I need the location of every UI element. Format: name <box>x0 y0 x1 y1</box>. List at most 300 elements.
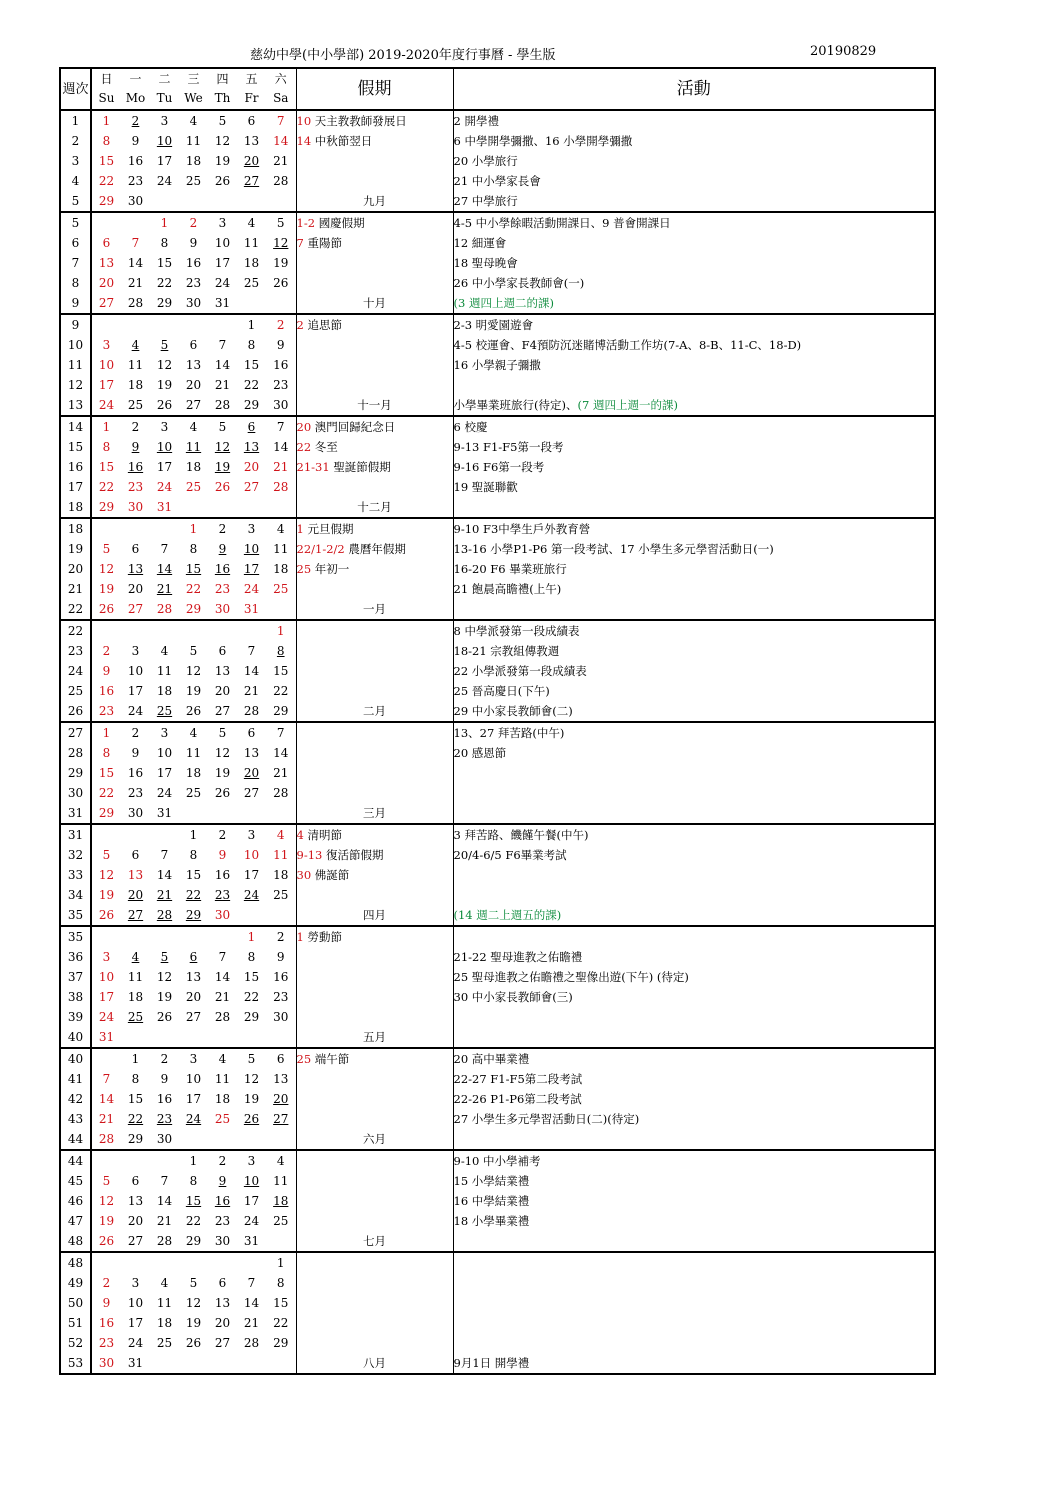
day-cell: 19 <box>98 1213 115 1228</box>
day-cell: 4 <box>189 419 198 434</box>
day-cell: 12 <box>214 439 231 454</box>
week-row <box>60 253 935 273</box>
week-number: 53 <box>60 1353 91 1374</box>
holidays-header: 假期 <box>296 68 453 110</box>
day-cell: 3 <box>160 419 169 434</box>
day-cell: 7 <box>218 337 227 352</box>
day-cell: 15 <box>98 459 115 474</box>
day-cell: 13 <box>127 1193 144 1208</box>
day-cell: 20 <box>243 459 260 474</box>
day-cell: 18 <box>273 1193 289 1208</box>
activity-text: 26 中小學家長教師會(一) <box>453 275 585 290</box>
holiday-cell <box>296 131 453 151</box>
week-number: 33 <box>60 865 91 885</box>
holiday-cell <box>296 1171 453 1191</box>
holiday-cell <box>296 457 453 477</box>
day-cell: 4 <box>131 337 140 352</box>
week-number: 28 <box>60 743 91 763</box>
holiday-cell <box>296 151 453 171</box>
activity-cell <box>453 1333 935 1353</box>
day-cell: 16 <box>156 1091 173 1106</box>
activity-cell <box>453 783 935 803</box>
day-cell: 24 <box>127 703 144 718</box>
day-cell: 26 <box>185 1335 202 1350</box>
activity-text: 9月1日 開學禮 <box>453 1355 530 1370</box>
week-header: 週次 <box>60 68 91 110</box>
week-number: 51 <box>60 1313 91 1333</box>
day-cell: 28 <box>214 1009 231 1024</box>
week-row <box>60 233 935 253</box>
day-cell: 7 <box>276 419 285 434</box>
activity-text: 29 中小家長教師會(二) <box>453 703 573 718</box>
holiday-cell <box>296 559 453 579</box>
day-cell: 24 <box>243 581 260 596</box>
month-label: 七月 <box>363 1233 386 1248</box>
holiday-cell <box>296 497 453 518</box>
day-cell: 11 <box>185 133 202 148</box>
day-cell: 25 <box>185 173 202 188</box>
holiday-cell <box>296 620 453 641</box>
week-row <box>60 559 935 579</box>
week-number: 21 <box>60 579 91 599</box>
activity-text: 22-27 F1-F5第二段考試 <box>453 1071 583 1086</box>
activity-cell <box>453 110 935 131</box>
holiday-name: 勞動節 <box>307 929 342 944</box>
holiday-cell <box>296 375 453 395</box>
day-cell: 30 <box>156 1131 173 1146</box>
week-row <box>60 701 935 722</box>
activity-cell <box>453 212 935 233</box>
week-number: 30 <box>60 783 91 803</box>
day-cell: 1 <box>131 1051 140 1066</box>
day-cell: 8 <box>276 643 285 658</box>
day-cell: 5 <box>189 643 198 658</box>
day-cell: 24 <box>98 397 115 412</box>
day-cell: 6 <box>189 949 198 964</box>
week-number: 24 <box>60 661 91 681</box>
holiday-date: 14 <box>296 133 312 148</box>
week-row <box>60 293 935 314</box>
week-row <box>60 620 935 641</box>
day-cell: 1 <box>102 725 111 740</box>
day-cell: 28 <box>273 173 289 188</box>
day-cell: 19 <box>156 989 173 1004</box>
day-cell: 9 <box>102 1295 111 1310</box>
holiday-cell <box>296 1007 453 1027</box>
day-cell: 25 <box>273 1213 289 1228</box>
day-cell: 31 <box>98 1029 115 1044</box>
holiday-cell <box>296 110 453 131</box>
holiday-name: 佛誕節 <box>314 867 350 882</box>
month-label: 三月 <box>363 805 386 820</box>
week-number: 1 <box>60 110 91 131</box>
day-cell: 28 <box>127 295 144 310</box>
day-cell: 31 <box>127 1355 144 1370</box>
holiday-name: 復活節假期 <box>326 847 384 862</box>
week-number: 20 <box>60 559 91 579</box>
activity-cell <box>453 599 935 620</box>
holiday-cell <box>296 518 453 539</box>
week-row <box>60 395 935 416</box>
activity-cell <box>453 926 935 947</box>
holiday-cell <box>296 314 453 335</box>
day-cell: 10 <box>98 969 115 984</box>
activity-cell <box>453 641 935 661</box>
week-row <box>60 824 935 845</box>
holiday-cell <box>296 1353 453 1374</box>
day-cell: 22 <box>185 887 202 902</box>
day-cell: 30 <box>273 1009 289 1024</box>
activity-text: 4-5 中小學餘暇活動開課日、9 普會開課日 <box>453 215 671 230</box>
holiday-cell <box>296 661 453 681</box>
day-cell: 28 <box>273 479 289 494</box>
day-cell: 2 <box>276 317 285 332</box>
holiday-date: 2 <box>296 317 304 332</box>
day-cell: 28 <box>243 1335 260 1350</box>
day-cell: 21 <box>127 275 144 290</box>
activity-text: 2-3 明愛園遊會 <box>453 317 534 332</box>
holiday-cell <box>296 701 453 722</box>
activity-cell <box>453 1273 935 1293</box>
day-cell: 28 <box>156 601 173 616</box>
activity-cell <box>453 1129 935 1150</box>
day-cell: 23 <box>214 581 231 596</box>
day-cell: 25 <box>156 1335 173 1350</box>
day-cell: 10 <box>98 357 115 372</box>
day-header: 三 We <box>179 68 208 110</box>
day-cell: 5 <box>102 541 111 556</box>
activity-text: 15 小學結業禮 <box>453 1173 530 1188</box>
day-cell: 23 <box>185 275 202 290</box>
activity-text: (14 週二上週五的課) <box>453 907 562 922</box>
day-cell: 30 <box>127 193 144 208</box>
week-number: 23 <box>60 641 91 661</box>
day-cell: 4 <box>247 215 256 230</box>
day-cell: 18 <box>127 377 144 392</box>
day-cell: 20 <box>273 1091 289 1106</box>
day-cell: 21 <box>156 581 173 596</box>
day-cell: 7 <box>160 1173 169 1188</box>
holiday-name: 國慶假期 <box>318 215 365 230</box>
day-cell: 2 <box>160 1051 169 1066</box>
day-cell: 2 <box>131 419 140 434</box>
week-number: 36 <box>60 947 91 967</box>
activity-text: 21-22 聖母進教之佑瞻禮 <box>453 949 583 964</box>
day-cell: 8 <box>247 949 256 964</box>
activity-cell <box>453 477 935 497</box>
day-cell: 4 <box>276 827 285 842</box>
holiday-cell <box>296 1313 453 1333</box>
day-cell: 17 <box>156 765 173 780</box>
day-cell: 20 <box>98 275 115 290</box>
day-cell: 20 <box>127 887 144 902</box>
holiday-cell <box>296 335 453 355</box>
activity-cell <box>453 1211 935 1231</box>
day-cell: 6 <box>247 419 256 434</box>
day-cell: 1 <box>276 1255 285 1270</box>
holiday-cell <box>296 171 453 191</box>
day-cell: 11 <box>156 1295 173 1310</box>
day-cell: 22 <box>98 479 115 494</box>
week-row <box>60 885 935 905</box>
day-cell: 27 <box>127 907 144 922</box>
day-cell: 24 <box>156 785 173 800</box>
activity-text: 8 中學派發第一段成績表 <box>453 623 580 638</box>
day-cell: 27 <box>243 479 260 494</box>
holiday-cell <box>296 1252 453 1273</box>
week-row <box>60 967 935 987</box>
month-label: 六月 <box>363 1131 386 1146</box>
holiday-cell <box>296 395 453 416</box>
holiday-cell <box>296 1293 453 1313</box>
day-cell: 11 <box>185 745 202 760</box>
day-cell: 21 <box>214 989 231 1004</box>
day-cell: 29 <box>273 1335 289 1350</box>
day-cell: 12 <box>243 1071 260 1086</box>
day-cell: 22 <box>156 275 173 290</box>
day-cell: 29 <box>185 1233 202 1248</box>
day-cell: 28 <box>156 907 173 922</box>
day-cell: 6 <box>276 1051 285 1066</box>
month-label: 十一月 <box>357 397 392 412</box>
day-cell: 17 <box>243 867 260 882</box>
week-number: 31 <box>60 824 91 845</box>
holiday-cell <box>296 763 453 783</box>
day-cell: 31 <box>243 1233 260 1248</box>
day-cell: 5 <box>189 1275 198 1290</box>
week-row <box>60 661 935 681</box>
day-cell: 14 <box>156 1193 173 1208</box>
activity-text: 27 小學生多元學習活動日(二)(待定) <box>453 1111 640 1126</box>
day-cell: 25 <box>273 581 289 596</box>
week-number: 52 <box>60 1333 91 1353</box>
day-cell: 2 <box>218 827 227 842</box>
week-row <box>60 335 935 355</box>
day-cell: 6 <box>247 725 256 740</box>
version-code: 20190829 <box>810 44 877 59</box>
week-row <box>60 579 935 599</box>
week-row <box>60 1129 935 1150</box>
day-cell: 1 <box>189 521 198 536</box>
activity-cell <box>453 1293 935 1313</box>
day-cell: 24 <box>127 1335 144 1350</box>
day-cell: 23 <box>273 989 289 1004</box>
day-cell: 27 <box>127 1233 144 1248</box>
day-cell: 8 <box>189 847 198 862</box>
day-cell: 14 <box>98 1091 115 1106</box>
holiday-cell <box>296 845 453 865</box>
month-label: 八月 <box>363 1355 386 1370</box>
day-cell: 17 <box>243 561 260 576</box>
day-cell: 10 <box>214 235 231 250</box>
day-cell: 4 <box>218 1051 227 1066</box>
holiday-cell <box>296 191 453 212</box>
activity-text: 20 高中畢業禮 <box>453 1051 530 1066</box>
day-cell: 2 <box>102 1275 111 1290</box>
holiday-cell <box>296 579 453 599</box>
holiday-cell <box>296 416 453 437</box>
holiday-cell <box>296 1027 453 1048</box>
week-number: 31 <box>60 803 91 824</box>
day-cell: 26 <box>214 479 231 494</box>
week-number: 5 <box>60 212 91 233</box>
week-number: 34 <box>60 885 91 905</box>
week-number: 37 <box>60 967 91 987</box>
week-number: 15 <box>60 437 91 457</box>
activity-text: 30 中小家長教師會(三) <box>453 989 573 1004</box>
day-cell: 4 <box>160 1275 169 1290</box>
activity-text: 25 聖母進教之佑瞻禮之聖像出遊(下午) (待定) <box>453 969 689 984</box>
week-row <box>60 845 935 865</box>
activity-cell <box>453 722 935 743</box>
week-number: 17 <box>60 477 91 497</box>
week-row <box>60 1353 935 1374</box>
day-cell: 20 <box>127 1213 144 1228</box>
week-number: 3 <box>60 151 91 171</box>
day-cell: 5 <box>160 949 169 964</box>
holiday-date: 25 <box>296 561 312 576</box>
day-cell: 22 <box>273 1315 289 1330</box>
school-calendar-table <box>59 67 936 1375</box>
activities-header: 活動 <box>453 68 935 110</box>
week-number: 18 <box>60 497 91 518</box>
day-cell: 23 <box>156 1111 173 1126</box>
day-cell: 27 <box>185 1009 202 1024</box>
activity-cell <box>453 375 935 395</box>
day-cell: 15 <box>98 765 115 780</box>
day-cell: 26 <box>185 703 202 718</box>
day-cell: 27 <box>214 703 231 718</box>
activity-cell <box>453 518 935 539</box>
day-cell: 23 <box>127 173 144 188</box>
day-cell: 8 <box>276 1275 285 1290</box>
day-cell: 24 <box>185 1111 202 1126</box>
day-cell: 19 <box>273 255 289 270</box>
day-cell: 26 <box>214 173 231 188</box>
week-row <box>60 1048 935 1069</box>
day-cell: 22 <box>98 173 115 188</box>
day-cell: 18 <box>185 153 202 168</box>
activity-cell <box>453 763 935 783</box>
day-cell: 14 <box>273 133 289 148</box>
holiday-cell <box>296 722 453 743</box>
holiday-name: 冬至 <box>314 439 338 454</box>
day-cell: 11 <box>156 663 173 678</box>
day-cell: 31 <box>156 805 173 820</box>
holiday-cell <box>296 1231 453 1252</box>
day-cell: 2 <box>218 521 227 536</box>
week-row <box>60 783 935 803</box>
day-cell: 16 <box>273 969 289 984</box>
day-cell: 10 <box>156 745 173 760</box>
day-cell: 24 <box>214 275 231 290</box>
day-cell: 30 <box>214 1233 231 1248</box>
day-cell: 19 <box>243 1091 260 1106</box>
day-cell: 6 <box>218 1275 227 1290</box>
holiday-cell <box>296 1069 453 1089</box>
activity-cell <box>453 253 935 273</box>
holiday-cell <box>296 1089 453 1109</box>
holiday-cell <box>296 641 453 661</box>
day-cell: 12 <box>185 1295 202 1310</box>
holiday-cell <box>296 1109 453 1129</box>
day-cell: 14 <box>273 745 289 760</box>
day-cell: 19 <box>185 683 202 698</box>
activity-cell <box>453 579 935 599</box>
day-cell: 14 <box>156 561 173 576</box>
month-label: 九月 <box>363 193 386 208</box>
day-cell: 12 <box>214 745 231 760</box>
holiday-cell <box>296 1211 453 1231</box>
day-cell: 10 <box>185 1071 202 1086</box>
holiday-cell <box>296 233 453 253</box>
day-cell: 26 <box>98 907 115 922</box>
week-row <box>60 1231 935 1252</box>
holiday-cell <box>296 885 453 905</box>
day-cell: 13 <box>214 663 231 678</box>
day-header: 二 Tu <box>150 68 179 110</box>
day-cell: 15 <box>156 255 173 270</box>
day-cell: 21 <box>156 887 173 902</box>
activity-text: 13、27 拜苦路(中午) <box>453 725 565 740</box>
holiday-date: 25 <box>296 1051 312 1066</box>
holiday-cell <box>296 539 453 559</box>
month-label: 一月 <box>363 601 386 616</box>
day-cell: 3 <box>247 1153 256 1168</box>
day-cell: 29 <box>185 601 202 616</box>
day-cell: 19 <box>214 153 231 168</box>
day-cell: 18 <box>127 989 144 1004</box>
day-cell: 29 <box>127 1131 144 1146</box>
holiday-name: 重陽節 <box>307 235 342 250</box>
activity-cell <box>453 559 935 579</box>
day-cell: 25 <box>273 887 289 902</box>
day-cell: 10 <box>127 1295 144 1310</box>
day-cell: 2 <box>218 1153 227 1168</box>
week-row <box>60 1293 935 1313</box>
holiday-name: 端午節 <box>314 1051 350 1066</box>
day-cell: 26 <box>273 275 289 290</box>
activity-cell <box>453 681 935 701</box>
holiday-cell <box>296 1273 453 1293</box>
activity-cell <box>453 1150 935 1171</box>
activity-text: 27 中學旅行 <box>453 193 518 208</box>
day-cell: 6 <box>102 235 111 250</box>
day-cell: 31 <box>156 499 173 514</box>
activity-cell <box>453 233 935 253</box>
activity-cell <box>453 497 935 518</box>
week-number: 2 <box>60 131 91 151</box>
week-row <box>60 416 935 437</box>
day-cell: 12 <box>185 663 202 678</box>
activity-cell <box>453 1191 935 1211</box>
day-cell: 20 <box>214 1315 231 1330</box>
holiday-date: 22/1-2/2 <box>296 541 345 556</box>
month-label: 二月 <box>363 703 386 718</box>
activity-cell <box>453 1231 935 1252</box>
day-cell: 24 <box>156 479 173 494</box>
day-cell: 5 <box>218 113 227 128</box>
activity-text: 小學畢業班旅行(待定)、 <box>453 397 578 412</box>
day-cell: 9 <box>218 541 227 556</box>
day-cell: 24 <box>243 887 260 902</box>
activity-text: 21 中小學家長會 <box>453 173 541 188</box>
activity-cell <box>453 661 935 681</box>
activity-cell <box>453 1069 935 1089</box>
day-cell: 1 <box>189 827 198 842</box>
month-label: 五月 <box>363 1029 386 1044</box>
holiday-date: 30 <box>296 867 312 882</box>
